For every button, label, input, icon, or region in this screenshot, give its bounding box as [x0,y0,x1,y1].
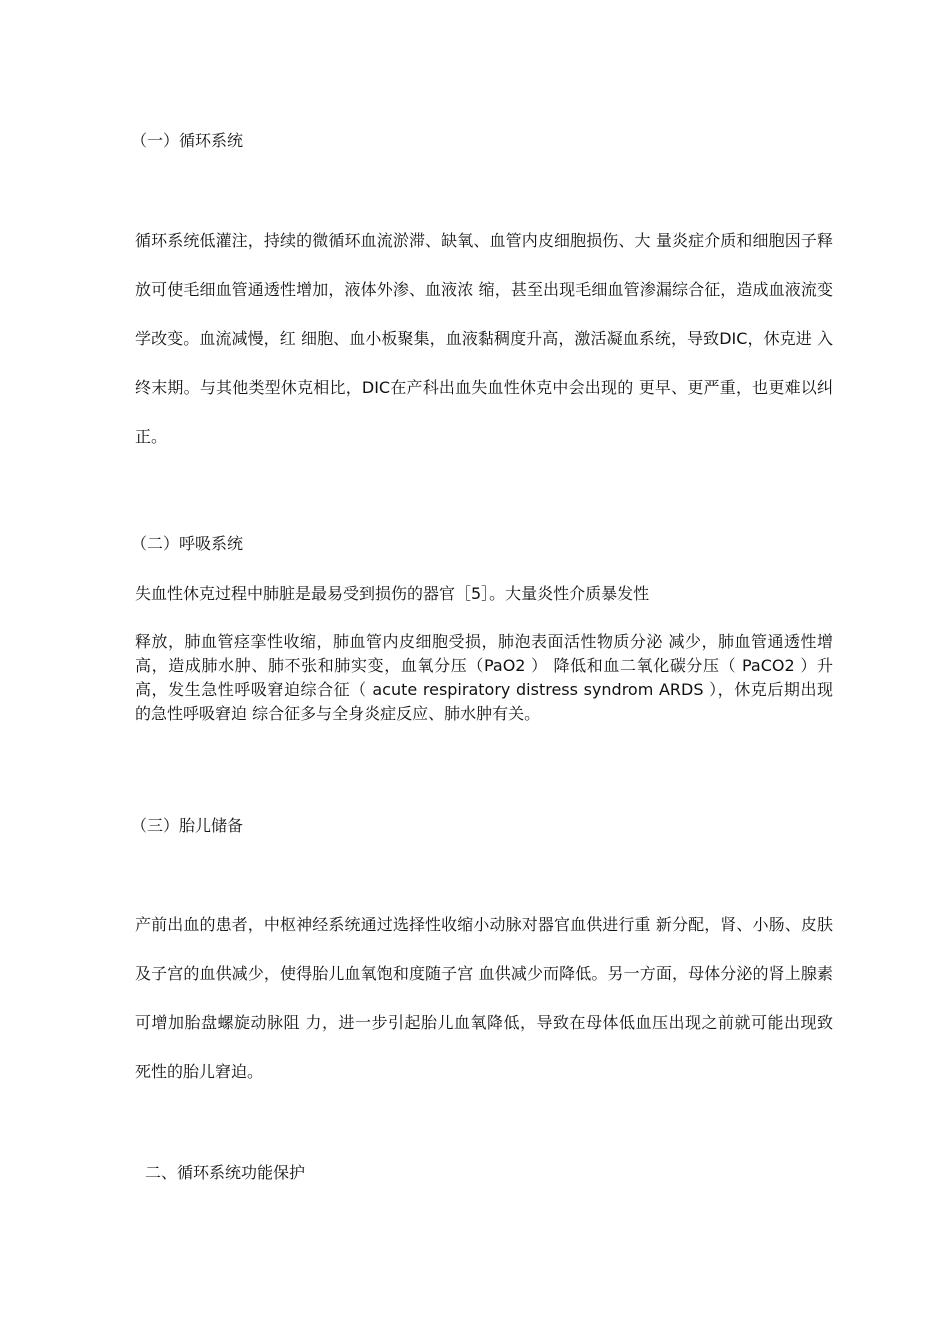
paragraph-respiratory: 释放，肺血管痉挛性收缩，肺血管内皮细胞受损，肺泡表面活性物质分泌 减少，肺血管通透性增高，造成肺水肿、肺不张和肺实变，血氧分压（PaO2 ） 降低和血二氧化碳分压（ PaCO2 ）升高，发生急性呼吸窘迫综合征（ acute respiratory distress syndrom ARDS ），休克后期出现的急性呼吸窘迫 综合征多与全身炎症反应、肺水肿有关。 [135,632,833,723]
paragraph-fetal-reserve: 产前出血的患者，中枢神经系统通过选择性收缩小动脉对器官血供进行重 新分配，肾、小肠、皮肤及子宫的血供减少，使得胎儿血氧饱和度随子宫 血供减少而降低。另一方面，母体分泌的肾上腺素可增加胎盘螺旋动脉阻 力，进一步引起胎儿血氧降低，导致在母体低血压出现之前就可能出现致 死性的胎儿窘迫。 [135,915,833,1081]
section-heading-circulatory-protection: 二、循环系统功能保护 [145,1163,306,1182]
paragraph-circulatory: 循环系统低灌注，持续的微循环血流淤滞、缺氧、血管内皮细胞损伤、大 量炎症介质和细胞因子释放可使毛细血管通透性增加，液体外渗、血液浓 缩，甚至出现毛细血管渗漏综合征，造成血液流变学改变。血流减慢，红 细胞、血小板聚集，血液黏稠度升高，激活凝血系统，导致DIC，休克进 入终末期。与其他类型休克相比，DIC在产科出血失血性休克中会出现的 更早、更严重，也更难以纠正。 [135,231,833,446]
paragraph-respiratory-lead: 失血性休克过程中肺脏是最易受到损伤的器官［5］。大量炎性介质暴发性 [135,584,650,603]
section-heading-fetal-reserve: （三）胎儿储备 [131,816,244,835]
section-heading-respiratory: （二）呼吸系统 [131,534,244,553]
section-heading-circulatory: （一）循环系统 [131,131,244,150]
